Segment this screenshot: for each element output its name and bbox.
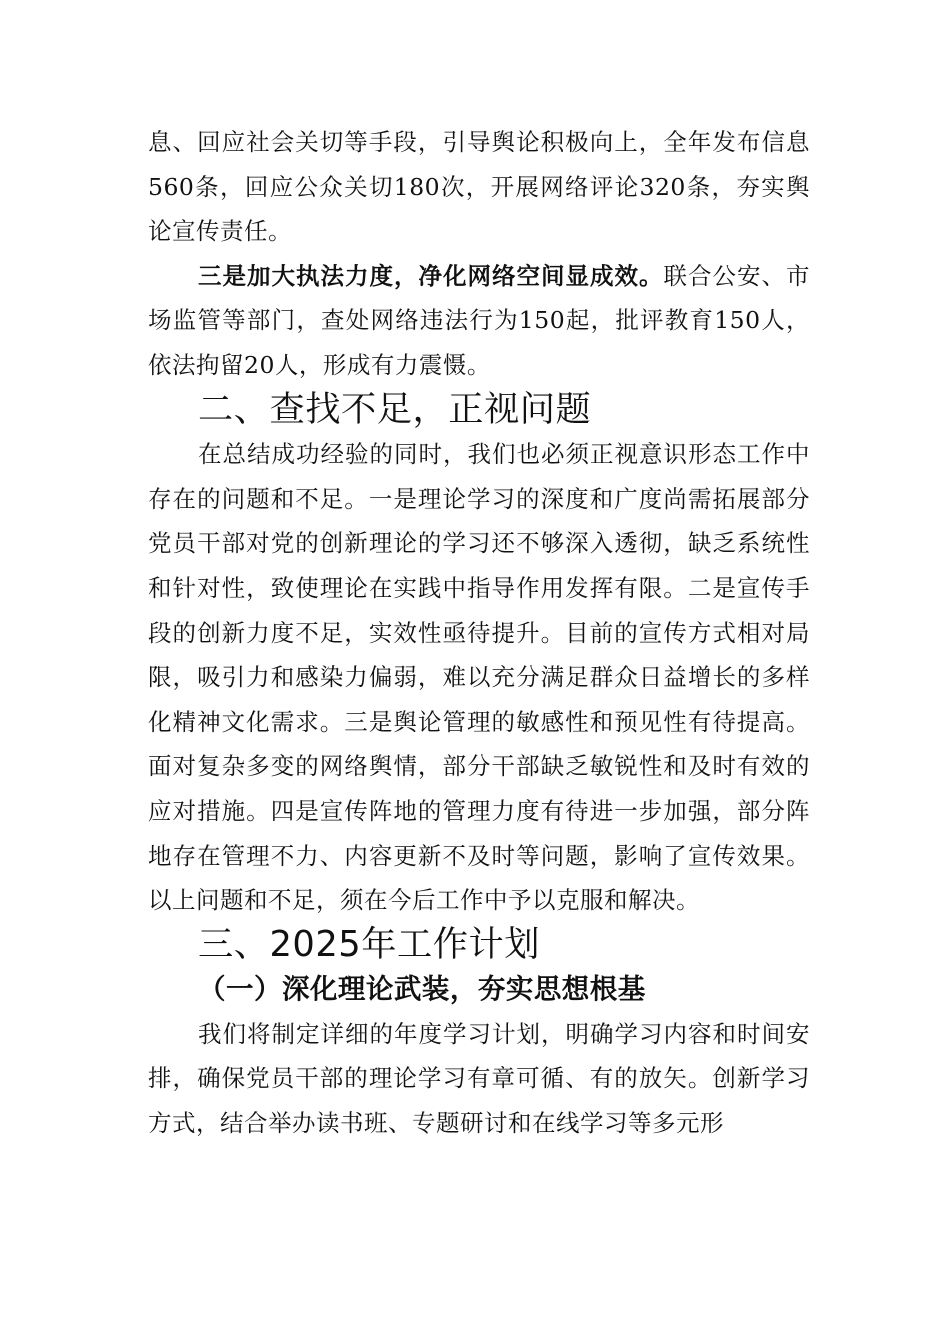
paragraph-text: 我们将制定详细的年度学习计划，明确学习内容和时间安排，确保党员干部的理论学习有章可循、有的放矢。创新学习方式，结合举办读书班、专题研讨和在线学习等多元形 [148,1019,810,1138]
subsection-heading-theory: （一）深化理论武装，夯实思想根基 [198,973,646,1006]
paragraph-text: 息、回应社会关切等手段，引导舆论积极向上，全年发布信息560条，回应公众关切180次，开展网络评论320条，夯实舆论宣传责任。 [148,128,810,246]
paragraph-text: 在总结成功经验的同时，我们也必须正视意识形态工作中存在的问题和不足。一是理论学习的深度和广度尚需拓展部分党员干部对党的创新理论的学习还不够深入透彻，缺乏系统性和针对性，致使理论在实践中指导作用发挥有限。二是宣传手段的创新力度不足，实效性亟待提升。目前的宣传方式相对局限，吸引力和感染力偏弱，难以充分满足群众日益增长的多样化精神文化需求。三是舆论管理的敏感性和预见性有待提高。面对复杂多变的网络舆情，部分干部缺乏敏锐性和及时有效的应对措施。四是宣传阵地的管理力度有待进一步加强，部分阵地存在管理不力、内容更新不及时等问题，影响了宣传效果。以上问题和不足，须在今后工作中予以克服和解决。 [148,440,810,915]
paragraph-lead-bold: 三是加大执法力度，净化网络空间显成效。 [198,261,664,290]
paragraph-study-plan [148,1012,810,1146]
document-page [148,120,810,1146]
section-heading-problems: 二、查找不足，正视问题 [198,388,592,430]
paragraph-opinion-guidance [148,120,810,254]
paragraph-law-enforcement [148,254,810,388]
section-heading-work-plan: 三、2025年工作计划 [198,923,540,965]
paragraph-problems [148,432,810,923]
paragraph-text: 联合公安、市场监管等部门，查处网络违法行为150起，批评教育150人，依法拘留20人，形成有力震慑。 [148,261,810,379]
